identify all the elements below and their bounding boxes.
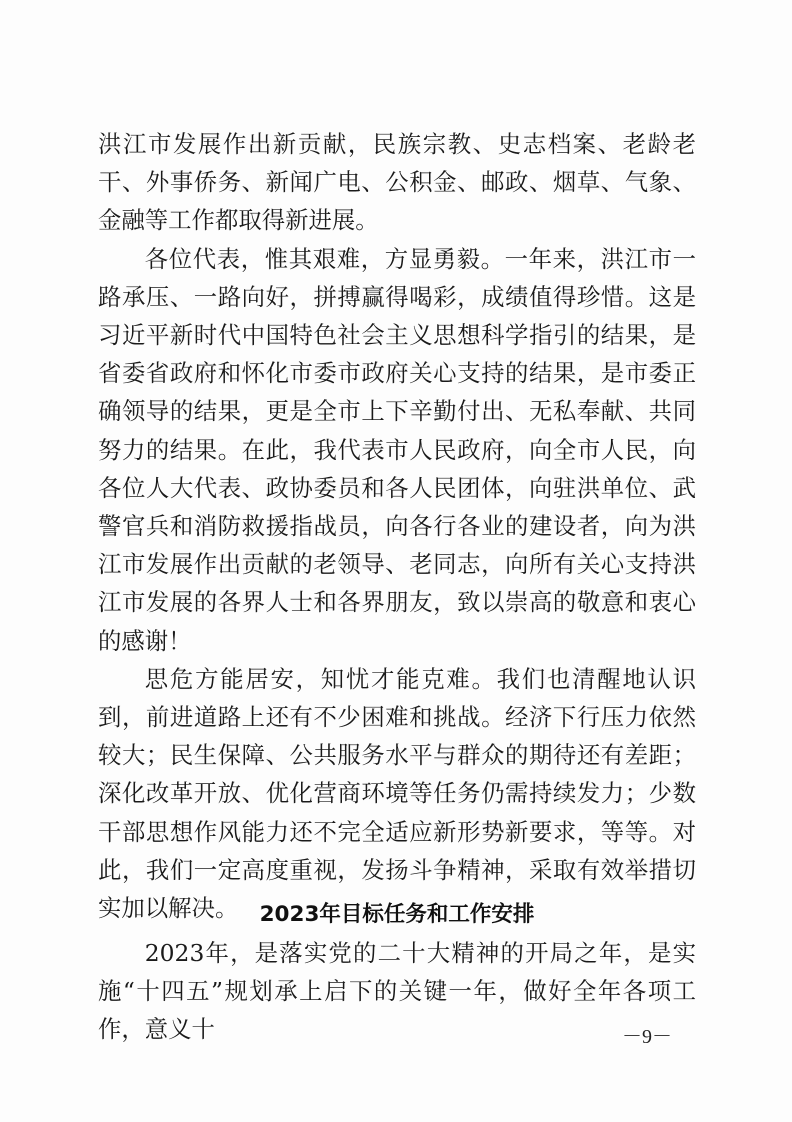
document-body	[98, 125, 696, 927]
section-heading: 2023年目标任务和工作安排	[259, 902, 535, 927]
paragraph-2023: 2023年，是落实党的二十大精神的开局之年，是实施“十四五”规划承上启下的关键一年，做好全年各项工作，意义十	[98, 939, 696, 1044]
paragraph-thanks: 各位代表，惟其艰难，方显勇毅。一年来，洪江市一路承压、一路向好，拼搏赢得喝彩，成绩值得珍惜。这是习近平新时代中国特色社会主义思想科学指引的结果，是省委省政府和怀化市委市政府关心支持的结果，是市委正确领导的结果，更是全市上下辛勤付出、无私奉献、共同努力的结果。在此，我代表市人民政府，向全市人民，向各位人大代表、政协委员和各人民团体，向驻洪单位、武警官兵和消防救援指战员，向各行各业的建设者，向为洪江市发展作出贡献的老领导、老同志，向所有关心支持洪江市发展的各界人士和各界朋友，致以崇高的敬意和衷心的感谢！	[98, 244, 696, 655]
section-body	[98, 934, 696, 1049]
page-number: －9－	[622, 1026, 672, 1048]
paragraph-continued: 洪江市发展作出新贡献，民族宗教、史志档案、老龄老干、外事侨务、新闻广电、公积金、邮政、烟草、气象、金融等工作都取得新进展。	[98, 130, 696, 235]
paragraph-challenges: 思危方能居安，知忧才能克难。我们也清醒地认识到，前进道路上还有不少困难和挑战。经济下行压力依然较大；民生保障、公共服务水平与群众的期待还有差距；深化改革开放、优化营商环境等任务仍需持续发力；少数干部思想作风能力还不完全适应新形势新要求，等等。对此，我们一定高度重视，发扬斗争精神，采取有效举措切实加以解决。	[98, 664, 696, 923]
